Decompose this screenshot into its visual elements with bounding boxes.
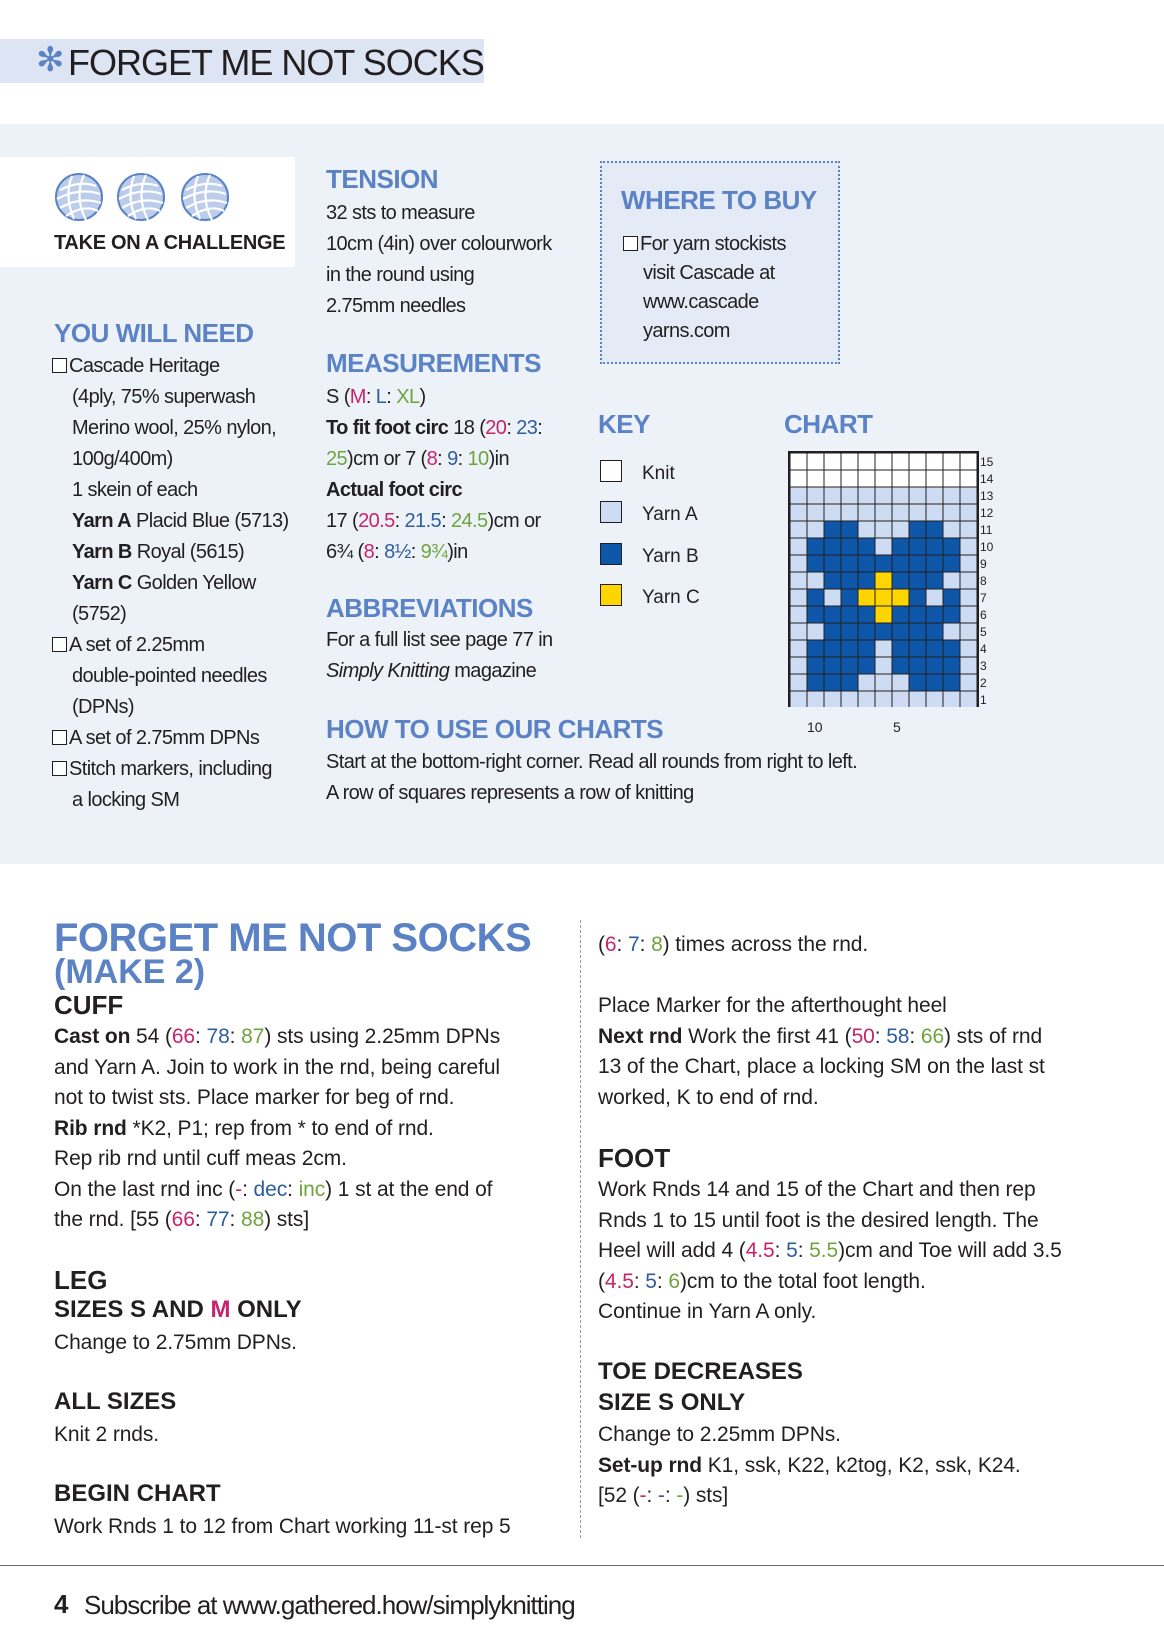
- heel-marker-text: Place Marker for the afterthought heel Next rnd Work the first 41 (50: 58: 66) sts of rnd 13 of the Chart, place a locking SM on the last st worked, K to end of rnd.: [598, 994, 1045, 1109]
- chart-cell: [825, 624, 841, 640]
- chart-cell: [961, 454, 977, 470]
- key-label-yarn-a: Yarn A: [642, 504, 698, 525]
- chart-cell: [927, 658, 943, 674]
- chart-cell: [808, 692, 824, 708]
- abbreviations-text: For a full list see page 77 in Simply Knitting magazine: [326, 629, 553, 682]
- chart-cell: [859, 454, 875, 470]
- chart-row-label: 11: [980, 523, 993, 537]
- checkbox-icon: [623, 236, 638, 251]
- chart-cell: [944, 522, 960, 538]
- chart-row-label: 10: [980, 540, 994, 554]
- chart-cell: [791, 471, 807, 487]
- chart-cell: [791, 488, 807, 504]
- chart-row-label: 15: [980, 455, 994, 469]
- chart-cell: [961, 573, 977, 589]
- foot-text: Work Rnds 14 and 15 of the Chart and then rep Rnds 1 to 15 until foot is the desired length. The Heel will add 4 (4.5: 5: 5.5)cm and Toe will add 3.5 (4.5: 5: 6)cm to the total foot length. Continue in Yarn A only.: [598, 1178, 1062, 1323]
- chart-cell: [842, 675, 858, 691]
- chart-cell: [944, 556, 960, 572]
- chart-cell: [859, 539, 875, 555]
- key-swatch-knit: [600, 460, 622, 482]
- chart-cell: [893, 471, 909, 487]
- chart-repeat-text: (6: 7: 8) times across the rnd.: [598, 933, 869, 956]
- chart-cell: [876, 573, 892, 589]
- chart-cell: [910, 454, 926, 470]
- chart-cell: [893, 488, 909, 504]
- checkbox-icon: [52, 761, 67, 776]
- chart-row-label: 13: [980, 489, 994, 503]
- size-s-only-heading: SIZE S ONLY: [598, 1389, 746, 1416]
- chart-cell: [910, 471, 926, 487]
- footer-subscribe-text: Subscribe at www.gathered.how/simplyknitting: [84, 1590, 575, 1620]
- toe-decreases-heading: TOE DECREASES: [598, 1358, 803, 1385]
- chart-cell: [842, 539, 858, 555]
- chart-cell: [791, 590, 807, 606]
- chart-col-label: 5: [893, 719, 901, 735]
- chart-row-label: 5: [980, 625, 987, 639]
- chart-cell: [859, 590, 875, 606]
- chart-cell: [808, 505, 824, 521]
- chart-heading: CHART: [784, 409, 873, 439]
- how-to-text: Start at the bottom-right corner. Read all rounds from right to left. A row of squares represents a row of knitting: [326, 751, 858, 804]
- chart-cell: [876, 454, 892, 470]
- foot-heading: FOOT: [598, 1143, 671, 1173]
- chart-cell: [808, 573, 824, 589]
- tension-heading: TENSION: [326, 164, 439, 194]
- chart-cell: [961, 539, 977, 555]
- chart-cell: [927, 556, 943, 572]
- key-heading: KEY: [598, 409, 650, 439]
- begin-chart-text: Work Rnds 1 to 12 from Chart working 11-st rep 5: [54, 1515, 511, 1538]
- all-sizes-heading: ALL SIZES: [54, 1388, 177, 1415]
- chart-cell: [825, 590, 841, 606]
- you-will-need-list: Cascade Heritage (4ply, 75% superwash Merino wool, 25% nylon, 100g/400m) 1 skein of each Yarn A Placid Blue (5713) Yarn B Royal (5615) Yarn C Golden Yellow (5752) A set of 2.25mm double-pointed needles (DPNs) A set of 2.75mm DPNs Stitch markers, including a locking SM: [52, 351, 289, 816]
- chart-cell: [893, 675, 909, 691]
- chart-cell: [910, 539, 926, 555]
- title-banner: [0, 39, 484, 83]
- tension-text: 32 sts to measure 10cm (4in) over colourwork in the round using 2.75mm needles: [326, 202, 552, 317]
- chart-cell: [944, 573, 960, 589]
- chart-cell: [927, 692, 943, 708]
- chart-cell: [944, 641, 960, 657]
- chart-cell: [961, 471, 977, 487]
- checkbox-icon: [52, 730, 67, 745]
- chart-cell: [825, 454, 841, 470]
- chart-cell: [961, 675, 977, 691]
- chart-cell: [791, 607, 807, 623]
- chart-cell: [944, 590, 960, 606]
- leg-text: Change to 2.75mm DPNs.: [54, 1331, 297, 1354]
- chart-cell: [910, 488, 926, 504]
- chart-row-label: 14: [980, 472, 994, 486]
- chart-cell: [893, 641, 909, 657]
- measurements-heading: MEASUREMENTS: [326, 348, 542, 378]
- chart-cell: [842, 641, 858, 657]
- abbreviations-heading: ABBREVIATIONS: [326, 593, 533, 623]
- cuff-text: Cast on 54 (66: 78: 87) sts using 2.25mm DPNs and Yarn A. Join to work in the rnd, being careful not to twist sts. Place marker for beg of rnd. Rib rnd *K2, P1; rep from * to end of rnd. Rep rib rnd until cuff meas 2cm. On the last rnd inc (-: dec: inc) 1 st at the end of the rnd. [55 (66: 77: 88) sts]: [54, 1025, 501, 1231]
- chart-cell: [893, 539, 909, 555]
- chart-cell: [876, 675, 892, 691]
- chart-cell: [825, 522, 841, 538]
- chart-cell: [791, 624, 807, 640]
- chart-cell: [961, 692, 977, 708]
- chart-cell: [825, 488, 841, 504]
- chart-cell: [876, 624, 892, 640]
- chart-cell: [808, 454, 824, 470]
- chart-cell: [944, 624, 960, 640]
- chart-cell: [944, 675, 960, 691]
- measurements-text: S (M: L: XL) To fit foot circ 18 (20: 23: 25)cm or 7 (8: 9: 10)in Actual foot circ 17 (20.5: 21.5: 24.5)cm or 6¾ (8: 8½: 9¾)in: [326, 386, 543, 563]
- chart-cell: [808, 471, 824, 487]
- chart-cell: [927, 641, 943, 657]
- chart-cell: [876, 522, 892, 538]
- chart-cell: [842, 658, 858, 674]
- chart-cell: [808, 607, 824, 623]
- you-will-need-heading: YOU WILL NEED: [54, 318, 254, 348]
- chart-cell: [961, 658, 977, 674]
- chart-cell: [944, 539, 960, 555]
- chart-cell: [927, 539, 943, 555]
- chart-cell: [927, 454, 943, 470]
- chart-cell: [910, 607, 926, 623]
- chart-cell: [808, 675, 824, 691]
- chart-cell: [842, 505, 858, 521]
- chart-cell: [825, 607, 841, 623]
- chart-cell: [876, 658, 892, 674]
- chart-cell: [791, 505, 807, 521]
- chart-cell: [944, 607, 960, 623]
- chart-cell: [961, 624, 977, 640]
- chart-cell: [876, 590, 892, 606]
- chart-cell: [893, 454, 909, 470]
- chart-cell: [808, 522, 824, 538]
- yarn-ball-icon: [180, 172, 230, 222]
- chart-cell: [825, 556, 841, 572]
- chart-cell: [876, 692, 892, 708]
- chart-cell: [961, 488, 977, 504]
- chart-cell: [825, 573, 841, 589]
- chart-cell: [910, 641, 926, 657]
- chart-cell: [961, 556, 977, 572]
- chart-cell: [927, 471, 943, 487]
- chart-cell: [859, 675, 875, 691]
- chart-row-label: 8: [980, 574, 987, 588]
- chart-cell: [842, 471, 858, 487]
- cuff-heading: CUFF: [54, 990, 124, 1020]
- chart-cell: [910, 658, 926, 674]
- chart-cell: [808, 556, 824, 572]
- chart-cell: [910, 624, 926, 640]
- chart-cell: [859, 607, 875, 623]
- chart-cell: [825, 539, 841, 555]
- chart-cell: [842, 556, 858, 572]
- colourwork-chart: [788, 451, 980, 707]
- chart-cell: [876, 607, 892, 623]
- chart-cell: [927, 590, 943, 606]
- how-to-heading: HOW TO USE OUR CHARTS: [326, 714, 664, 744]
- chart-row-label: 7: [980, 591, 987, 605]
- begin-chart-heading: BEGIN CHART: [54, 1480, 221, 1507]
- chart-cell: [876, 539, 892, 555]
- chart-cell: [859, 692, 875, 708]
- chart-cell: [859, 624, 875, 640]
- chart-cell: [808, 590, 824, 606]
- chart-cell: [961, 505, 977, 521]
- chart-cell: [910, 675, 926, 691]
- chart-cell: [825, 675, 841, 691]
- chart-cell: [910, 505, 926, 521]
- chart-cell: [927, 675, 943, 691]
- chart-cell: [791, 573, 807, 589]
- chart-cell: [910, 522, 926, 538]
- chart-cell: [876, 505, 892, 521]
- chart-cell: [893, 624, 909, 640]
- chart-cell: [876, 641, 892, 657]
- chart-cell: [961, 590, 977, 606]
- chart-cell: [859, 658, 875, 674]
- chart-cell: [893, 607, 909, 623]
- key-label-yarn-c: Yarn C: [642, 587, 700, 608]
- pattern-subtitle: (MAKE 2): [54, 953, 206, 991]
- key-swatch-yarn-a: [600, 501, 622, 523]
- yarn-ball-icon: [116, 172, 166, 222]
- chart-cell: [893, 658, 909, 674]
- leg-subheading: SIZES S AND M ONLY: [54, 1296, 302, 1323]
- where-to-buy-text: For yarn stockists visit Cascade at www.cascade yarns.com: [623, 230, 786, 346]
- chart-cell: [893, 692, 909, 708]
- pattern-title: FORGET ME NOT SOCKS: [54, 916, 532, 960]
- chart-cell: [876, 471, 892, 487]
- chart-cell: [927, 573, 943, 589]
- chart-cell: [944, 658, 960, 674]
- key-label-yarn-b: Yarn B: [642, 546, 699, 567]
- key-label-knit: Knit: [642, 463, 675, 484]
- chart-cell: [791, 522, 807, 538]
- chart-row-label: 2: [980, 676, 987, 690]
- chart-cell: [910, 556, 926, 572]
- challenge-label: TAKE ON A CHALLENGE: [54, 232, 286, 254]
- chart-cell: [825, 471, 841, 487]
- chart-cell: [808, 658, 824, 674]
- chart-cell: [927, 607, 943, 623]
- chart-cell: [961, 641, 977, 657]
- chart-cell: [910, 573, 926, 589]
- chart-cell: [842, 573, 858, 589]
- chart-cell: [842, 454, 858, 470]
- chart-cell: [927, 488, 943, 504]
- chart-row-label: 4: [980, 642, 987, 656]
- chart-cell: [944, 692, 960, 708]
- chart-cell: [791, 675, 807, 691]
- chart-cell: [791, 539, 807, 555]
- chart-cell: [859, 641, 875, 657]
- all-sizes-text: Knit 2 rnds.: [54, 1423, 160, 1446]
- chart-cell: [842, 522, 858, 538]
- chart-row-label: 12: [980, 506, 994, 520]
- chart-cell: [791, 556, 807, 572]
- chart-cell: [825, 692, 841, 708]
- chart-cell: [825, 505, 841, 521]
- chart-row-label: 9: [980, 557, 987, 571]
- chart-cell: [893, 522, 909, 538]
- leg-heading: LEG: [54, 1265, 108, 1295]
- chart-cell: [808, 624, 824, 640]
- chart-cell: [825, 641, 841, 657]
- chart-cell: [944, 488, 960, 504]
- chart-cell: [944, 505, 960, 521]
- chart-cell: [808, 641, 824, 657]
- key-swatch-yarn-c: [600, 584, 622, 606]
- chart-cell: [893, 573, 909, 589]
- page-title: FORGET ME NOT SOCKS: [68, 42, 484, 83]
- chart-cell: [791, 454, 807, 470]
- chart-cell: [876, 488, 892, 504]
- chart-cell: [927, 505, 943, 521]
- chart-cell: [927, 522, 943, 538]
- chart-cell: [859, 556, 875, 572]
- checkbox-icon: [52, 637, 67, 652]
- chart-cell: [859, 471, 875, 487]
- chart-cell: [825, 658, 841, 674]
- chart-cell: [842, 692, 858, 708]
- chart-cell: [791, 641, 807, 657]
- where-to-buy-heading: WHERE TO BUY: [621, 185, 817, 215]
- chart-cell: [859, 505, 875, 521]
- checkbox-icon: [52, 358, 67, 373]
- chart-cell: [808, 488, 824, 504]
- chart-cell: [842, 624, 858, 640]
- key-swatch-yarn-b: [600, 543, 622, 565]
- chart-cell: [842, 590, 858, 606]
- chart-row-label: 1: [980, 693, 987, 707]
- chart-cell: [910, 590, 926, 606]
- chart-cell: [893, 505, 909, 521]
- chart-cell: [893, 590, 909, 606]
- chart-cell: [791, 658, 807, 674]
- chart-cell: [927, 624, 943, 640]
- chart-cell: [961, 607, 977, 623]
- chart-cell: [944, 454, 960, 470]
- yarn-ball-icon: [54, 172, 104, 222]
- footer-rule: [0, 1565, 1164, 1566]
- chart-col-label: 10: [807, 719, 823, 735]
- chart-cell: [944, 471, 960, 487]
- page-number: 4: [54, 1589, 69, 1619]
- toe-decreases-text: Change to 2.25mm DPNs. Set-up rnd K1, ssk, K22, k2tog, K2, ssk, K24. [52 (-: -: -) sts]: [598, 1423, 1021, 1507]
- column-divider: [580, 920, 581, 1538]
- chart-row-label: 6: [980, 608, 987, 622]
- chart-cell: [859, 522, 875, 538]
- chart-cell: [842, 607, 858, 623]
- chart-cell: [859, 488, 875, 504]
- flower-icon: ✻: [36, 40, 65, 80]
- chart-cell: [791, 692, 807, 708]
- chart-cell: [910, 692, 926, 708]
- chart-cell: [808, 539, 824, 555]
- chart-cell: [842, 488, 858, 504]
- chart-row-label: 3: [980, 659, 987, 673]
- chart-cell: [876, 556, 892, 572]
- chart-cell: [893, 556, 909, 572]
- chart-cell: [859, 573, 875, 589]
- chart-cell: [961, 522, 977, 538]
